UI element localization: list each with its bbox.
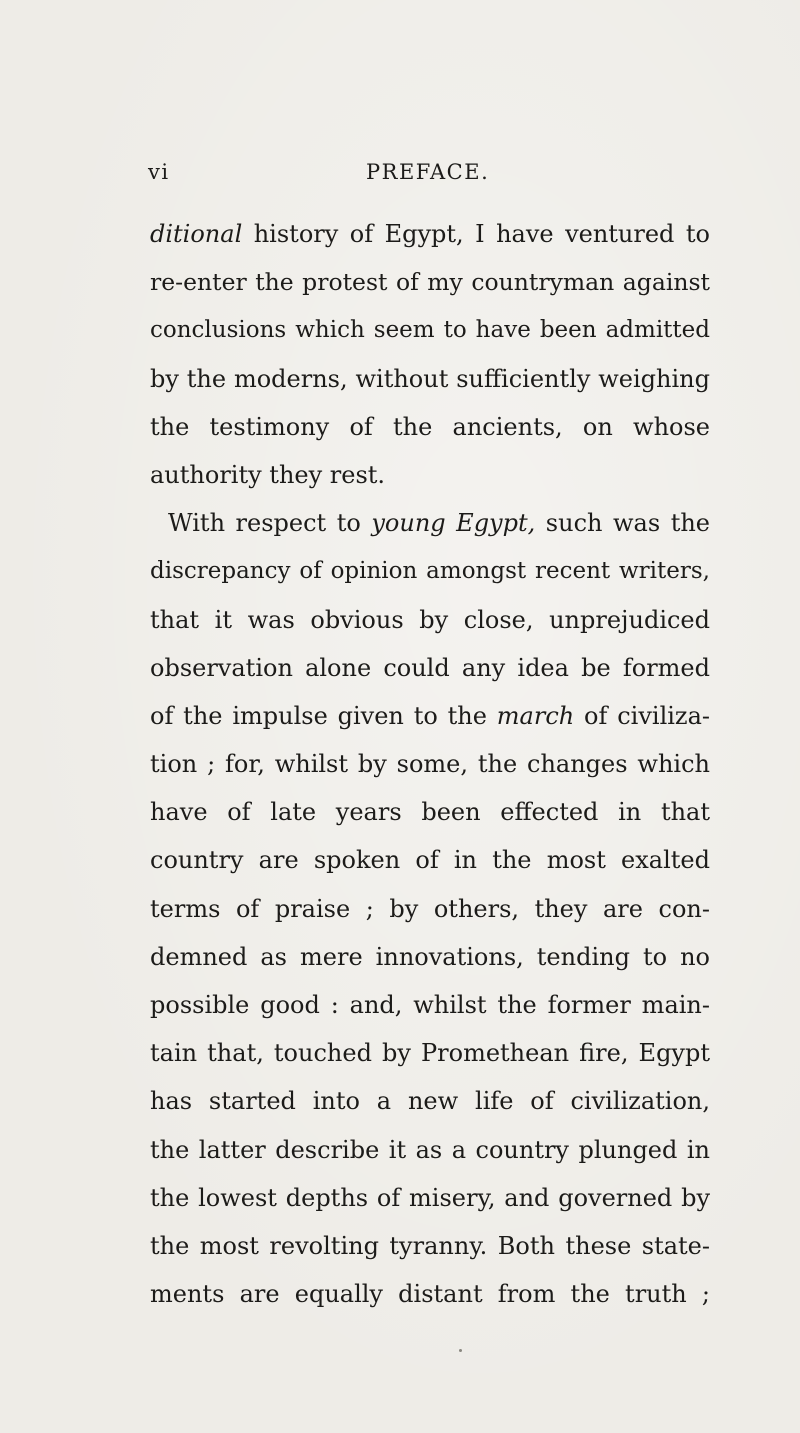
text-line: conclusions which seem to have been admitted: [150, 317, 710, 344]
running-head: [148, 160, 708, 190]
running-head-title: PREFACE.: [366, 160, 490, 184]
text-line: by the moderns, without sufficiently weighing: [150, 364, 710, 393]
text-line: that it was obvious by close, unprejudiced: [150, 605, 710, 634]
text-line: the lowest depths of misery, and governed by: [150, 1183, 710, 1212]
text-line: With respect to young Egypt, such was the: [168, 509, 711, 538]
text-line: authority they rest.: [150, 460, 386, 489]
text-line: the latter describe it as a country plunged in: [150, 1135, 710, 1164]
text-line: demned as mere innovations, tending to no: [150, 942, 710, 971]
text-line: terms of praise ; by others, they are con-: [150, 894, 710, 923]
text-line: the testimony of the ancients, on whose: [150, 412, 710, 441]
body-text: [150, 210, 710, 1318]
text-line: tain that, touched by Promethean fire, Egypt: [150, 1039, 710, 1068]
text-line: observation alone could any idea be formed: [150, 653, 710, 682]
text-line: has started into a new life of civilization,: [150, 1087, 710, 1116]
page-number: vi: [148, 160, 170, 184]
text-line: country are spoken of in the most exalted: [150, 846, 710, 875]
italic-word: march: [496, 701, 575, 730]
text-line: ditional history of Egypt, I have ventured to: [150, 220, 710, 248]
paper-speck: [459, 1349, 462, 1352]
text-line: have of late years been effected in that: [150, 798, 710, 827]
text-line: discrepancy of opinion amongst recent writers,: [150, 558, 710, 585]
text-line: ments are equally distant from the truth ;: [150, 1280, 710, 1309]
italic-word: ditional: [150, 220, 243, 248]
italic-phrase: young Egypt,: [371, 509, 536, 538]
text-line: of the impulse given to the march of civiliza-: [150, 701, 710, 730]
text-line: possible good : and, whilst the former main-: [150, 991, 710, 1019]
text-line: re-enter the protest of my countryman against: [150, 268, 710, 297]
text-line: tion ; for, whilst by some, the changes which: [150, 750, 710, 779]
text-line: the most revolting tyranny. Both these state-: [150, 1231, 710, 1260]
